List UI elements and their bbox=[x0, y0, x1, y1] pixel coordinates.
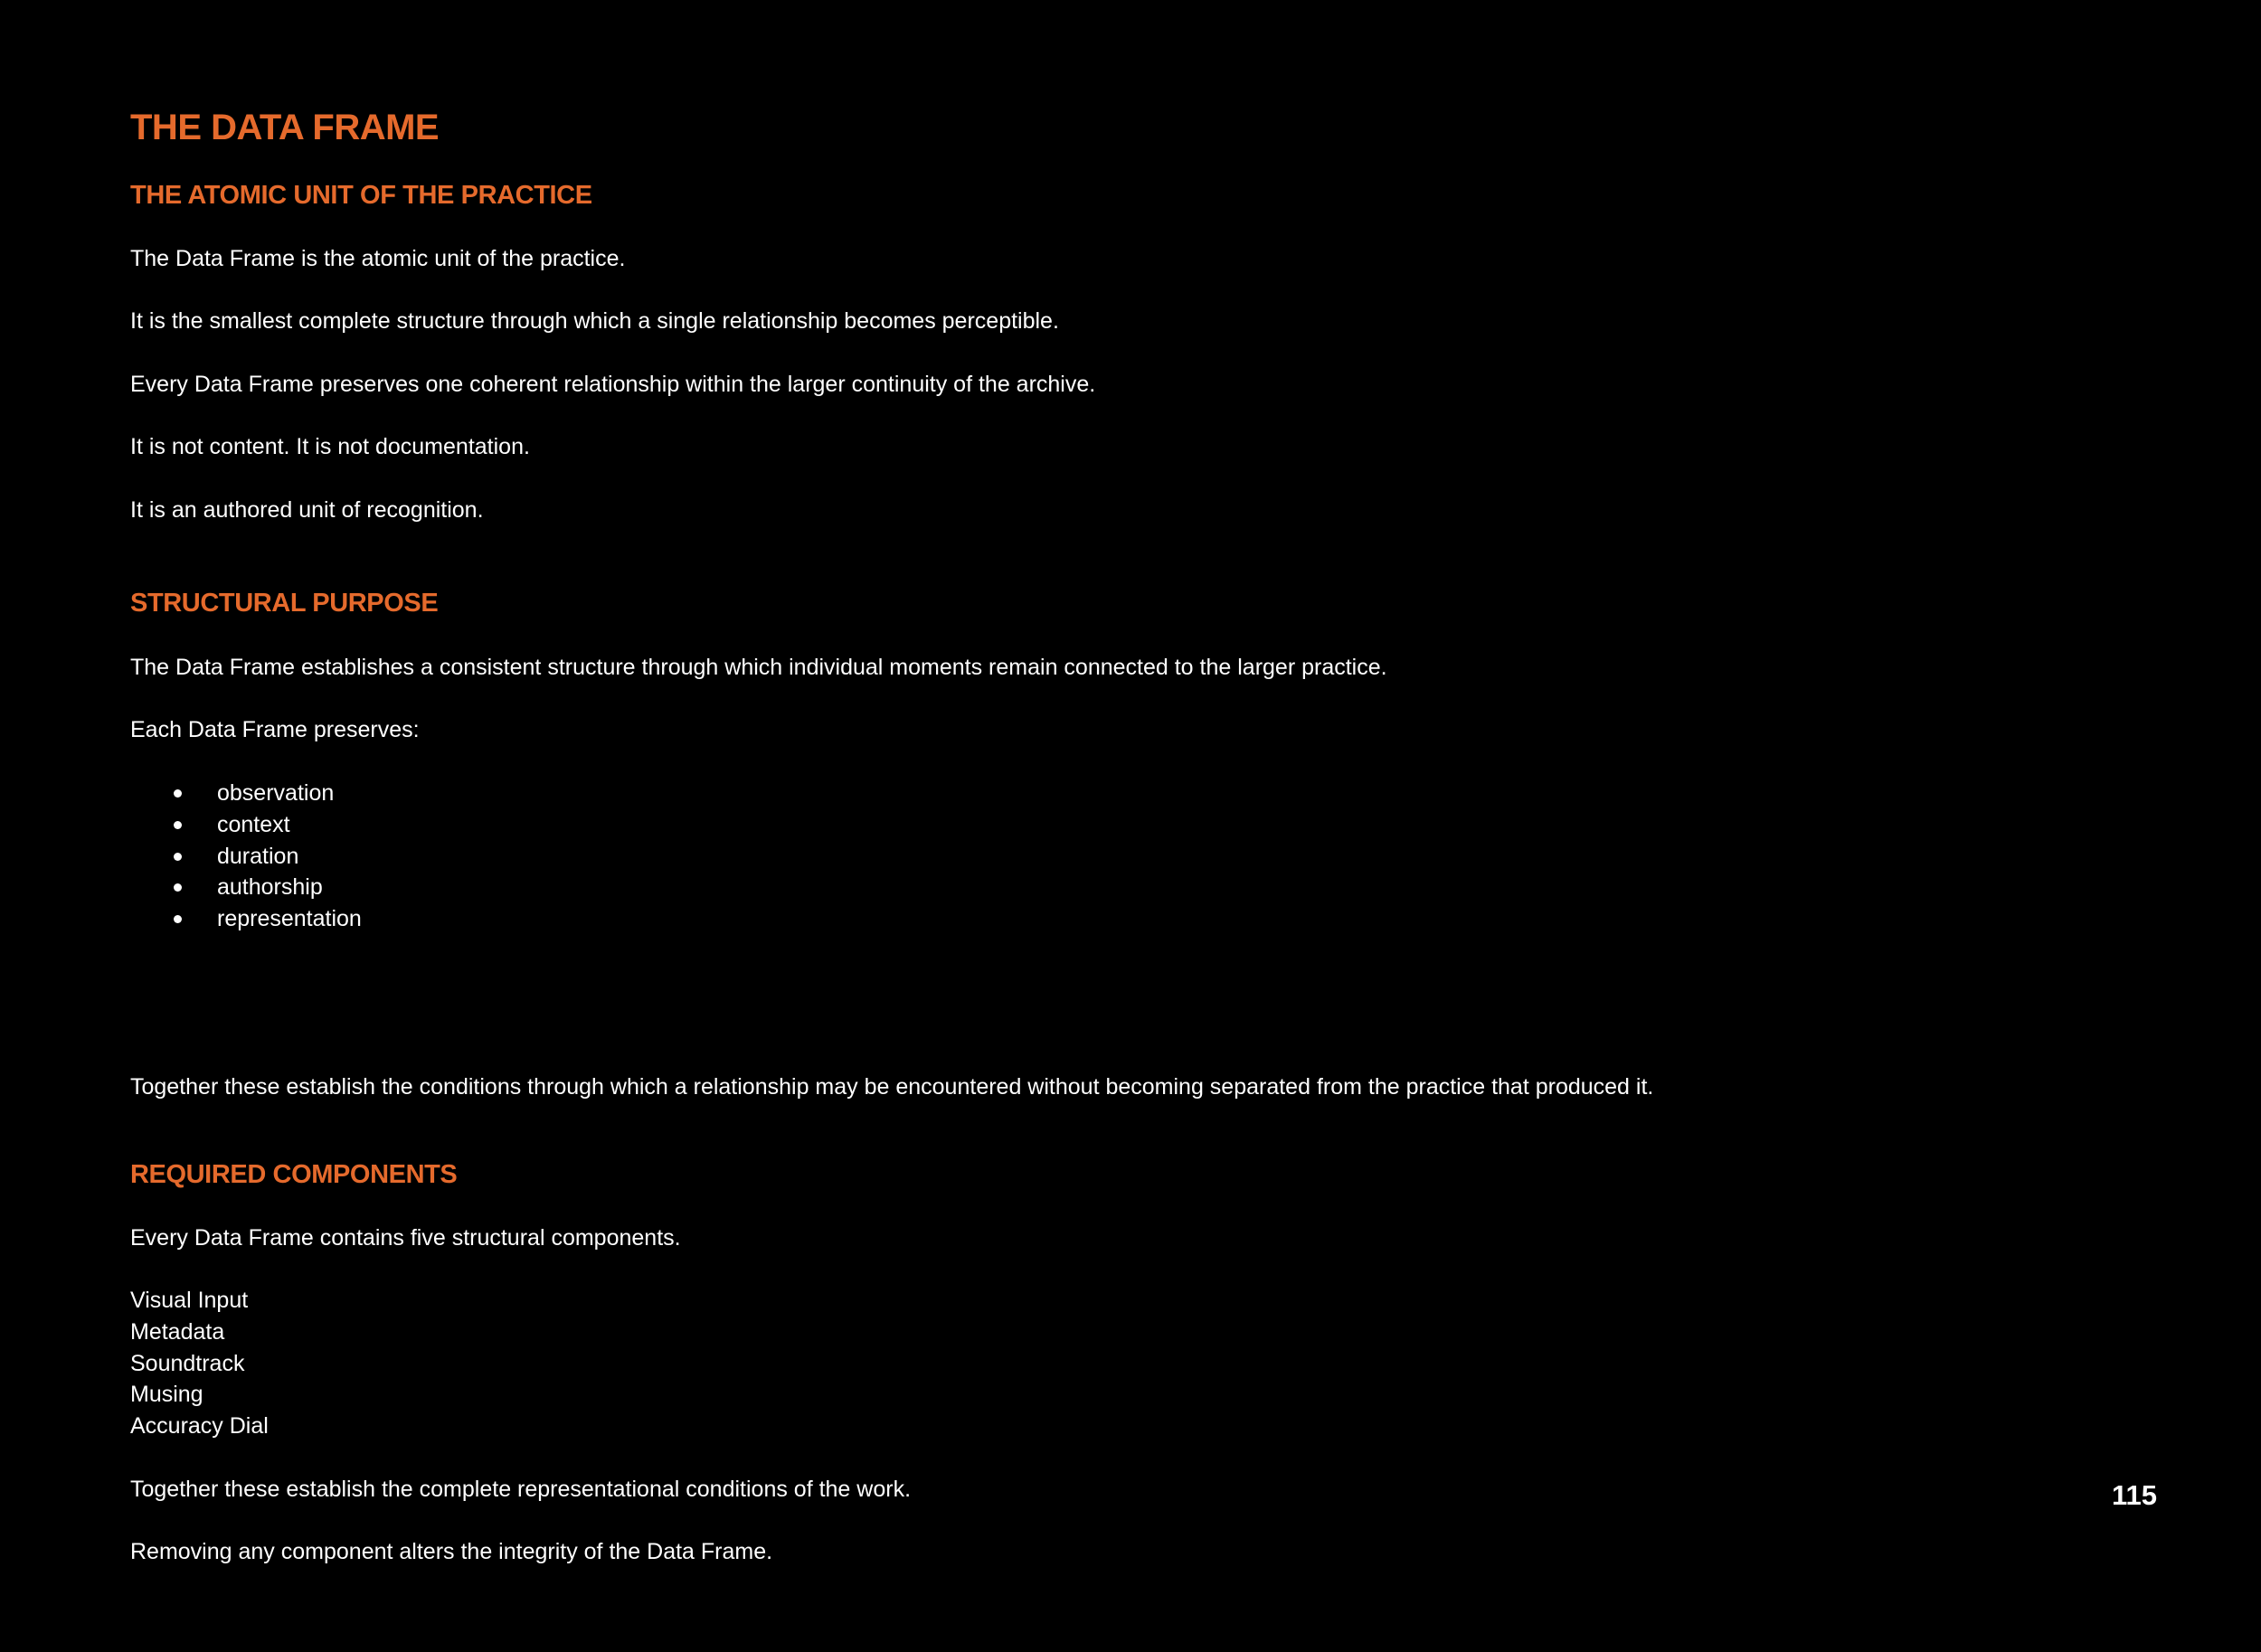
page-title: THE DATA FRAME bbox=[130, 108, 440, 147]
list-item bbox=[130, 841, 362, 873]
list-item-label: context bbox=[217, 811, 290, 837]
bullet-dot-icon bbox=[174, 883, 182, 892]
paragraph: It is the smallest complete structure through which a single relationship becomes perceptible. bbox=[130, 308, 1059, 334]
list-item bbox=[130, 872, 362, 903]
section-heading-atomic-unit: THE ATOMIC UNIT OF THE PRACTICE bbox=[130, 181, 592, 210]
bullet-dot-icon bbox=[174, 915, 182, 923]
list-item: Accuracy Dial bbox=[130, 1413, 269, 1440]
paragraph: Every Data Frame preserves one coherent relationship within the larger continuity of the archive. bbox=[130, 372, 1096, 397]
bullet-dot-icon bbox=[174, 853, 182, 861]
preserves-bullet-list bbox=[130, 778, 362, 935]
list-item-label: representation bbox=[217, 906, 362, 932]
paragraph: The Data Frame establishes a consistent structure through which individual moments remain connected to the larger practice. bbox=[130, 655, 1387, 680]
list-item: Visual Input bbox=[130, 1288, 249, 1313]
list-item: Musing bbox=[130, 1382, 203, 1408]
paragraph: It is not content. It is not documentation. bbox=[130, 434, 530, 459]
paragraph: Together these establish the complete representational conditions of the work. bbox=[130, 1477, 912, 1502]
list-intro: Each Data Frame preserves: bbox=[130, 717, 420, 742]
section-heading-structural-purpose: STRUCTURAL PURPOSE bbox=[130, 589, 439, 618]
list-item: Soundtrack bbox=[130, 1350, 245, 1376]
section-heading-required-components: REQUIRED COMPONENTS bbox=[130, 1160, 458, 1189]
paragraph: It is an authored unit of recognition. bbox=[130, 497, 484, 523]
paragraph: Removing any component alters the integrity of the Data Frame. bbox=[130, 1539, 773, 1564]
list-item bbox=[130, 903, 362, 935]
list-item: Metadata bbox=[130, 1318, 225, 1345]
bullet-dot-icon bbox=[174, 821, 182, 829]
paragraph: The Data Frame is the atomic unit of the practice. bbox=[130, 246, 626, 271]
page-number: 115 bbox=[2111, 1479, 2157, 1511]
components-list bbox=[130, 1285, 269, 1442]
bullet-dot-icon bbox=[174, 789, 182, 798]
list-item bbox=[130, 778, 362, 809]
paragraph: Every Data Frame contains five structural components. bbox=[130, 1225, 681, 1251]
list-item-label: duration bbox=[217, 843, 299, 869]
list-item-label: observation bbox=[217, 780, 335, 806]
paragraph: Together these establish the conditions through which a relationship may be encountered without becoming separated from the practice that produced it. bbox=[130, 1074, 1654, 1100]
list-item bbox=[130, 809, 362, 841]
list-item-label: authorship bbox=[217, 874, 323, 901]
